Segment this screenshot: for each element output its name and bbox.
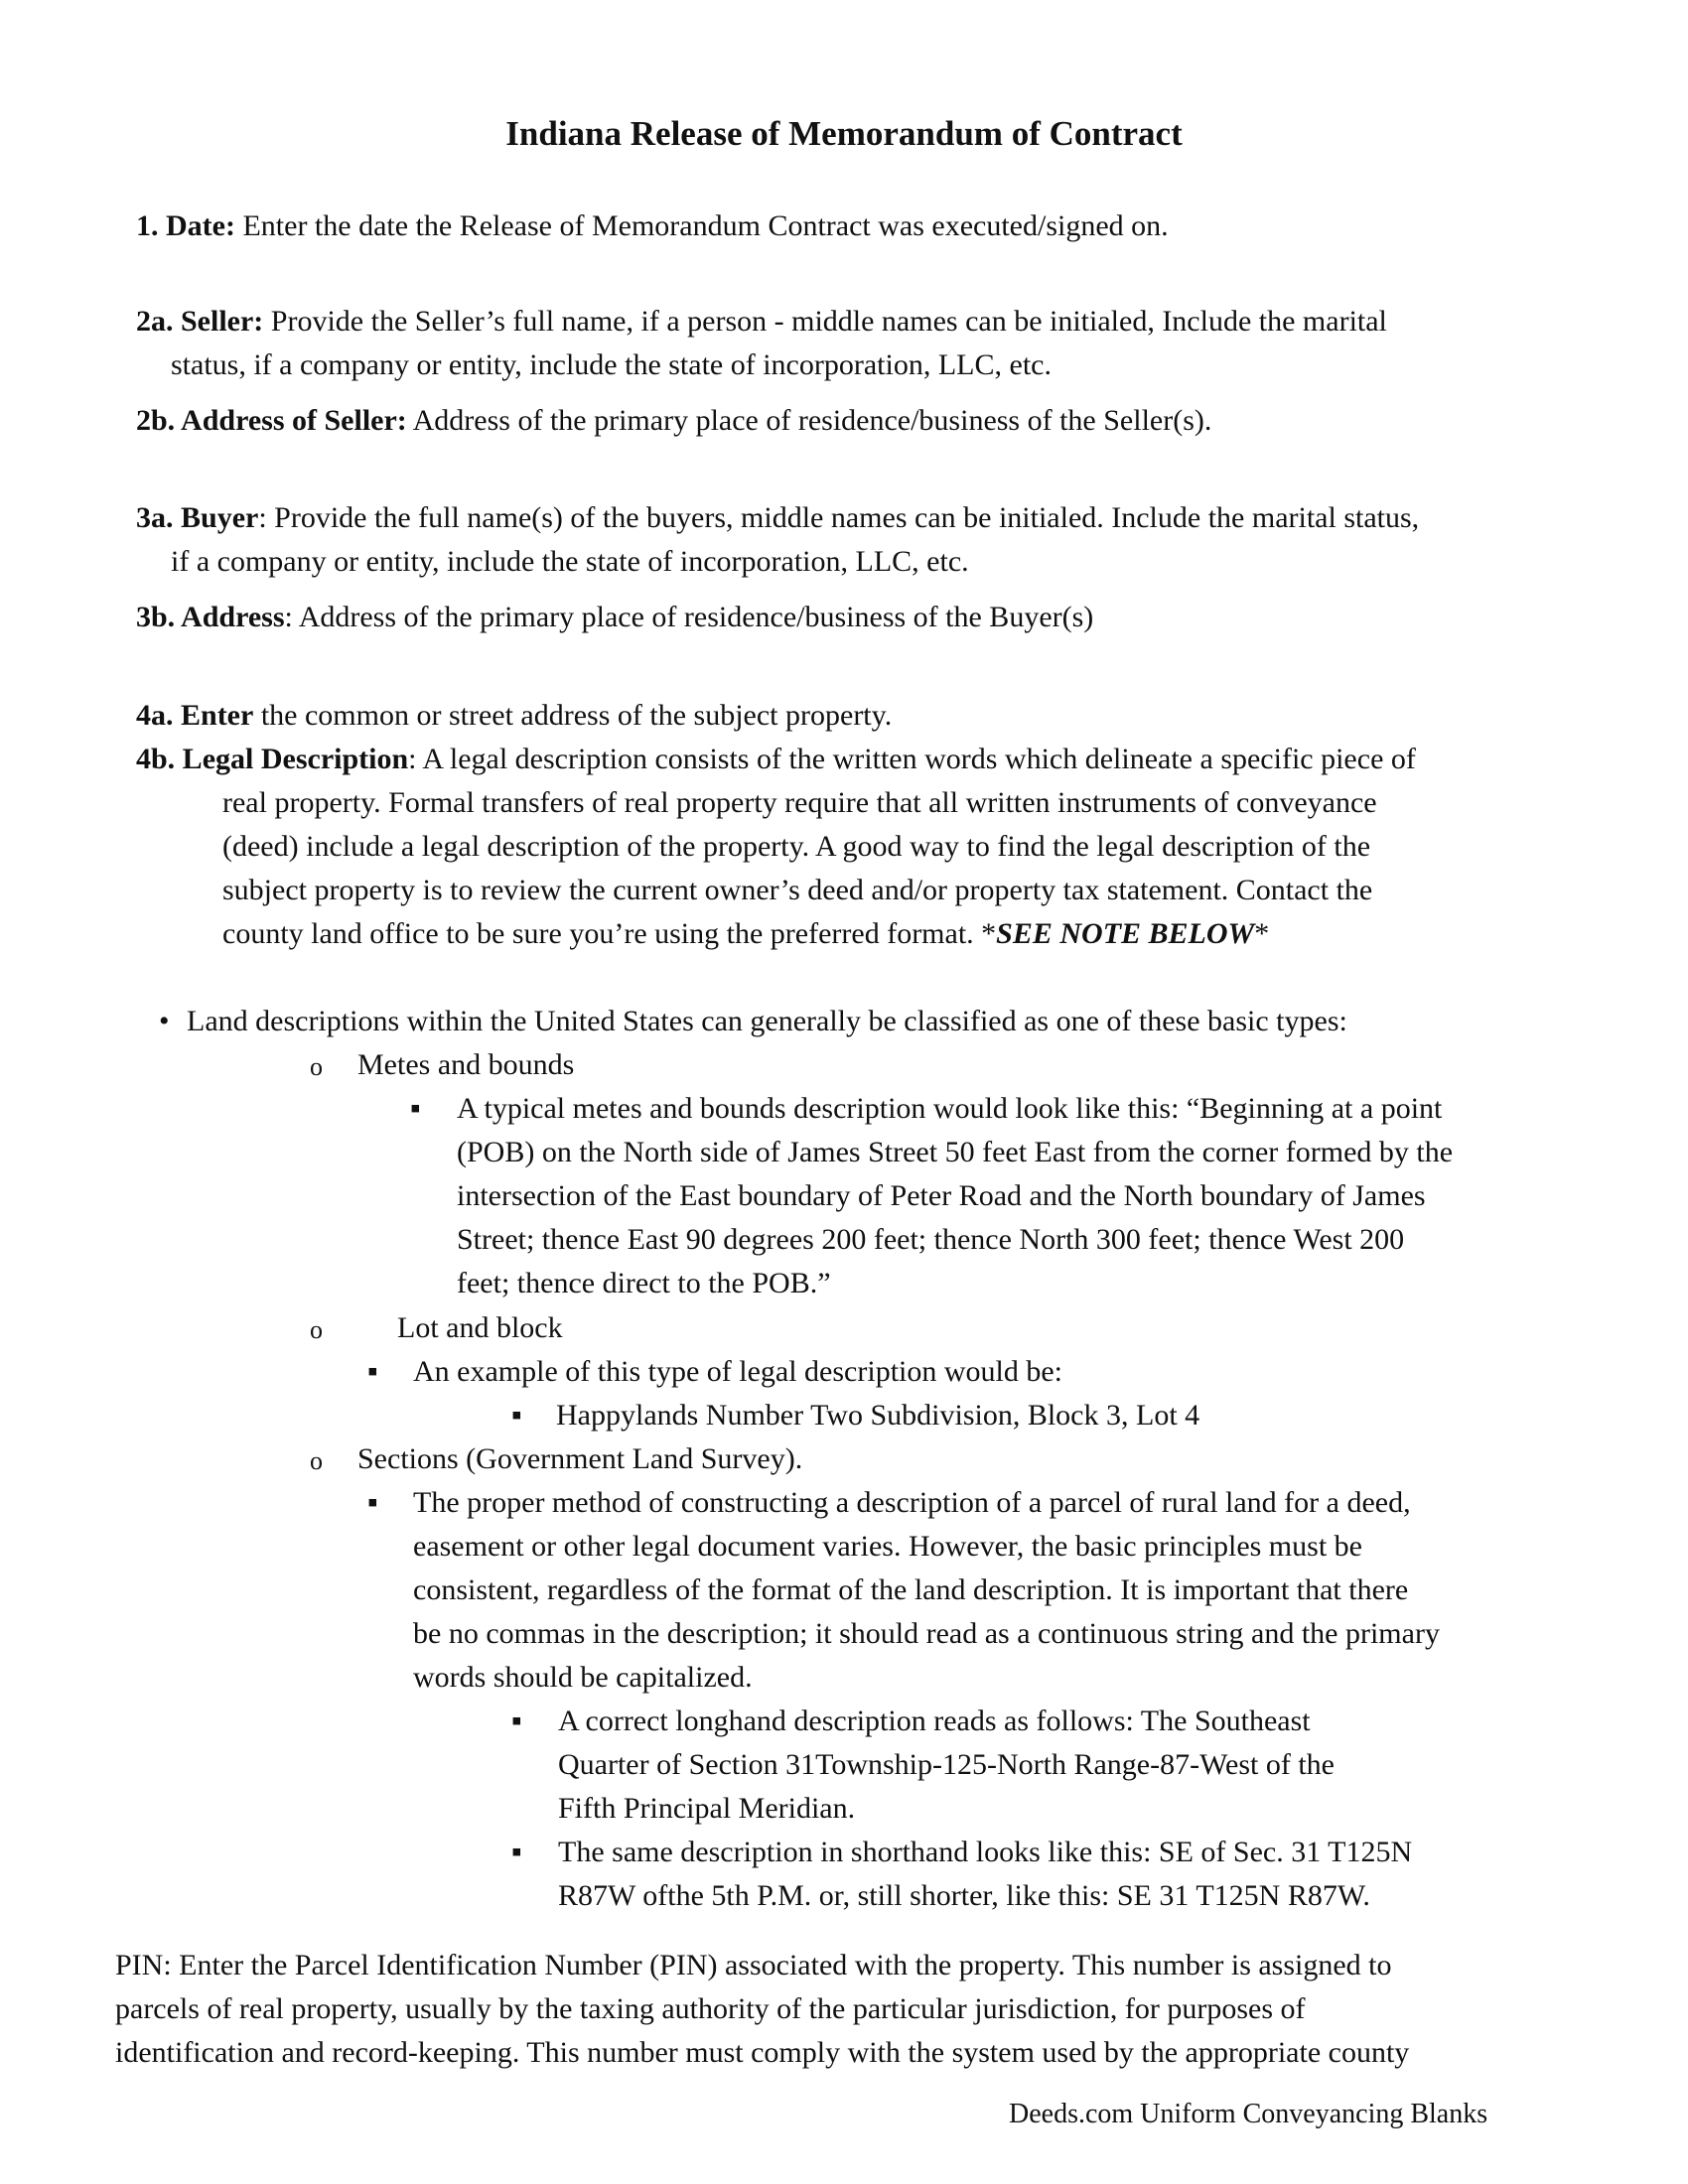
property-address-text: the common or street address of the subject property. [253,699,893,732]
buyer-label: 3a. Buyer [136,501,259,534]
buyer-item [136,496,1419,540]
sections-line: easement or other legal document varies. However, the basic principles must be [413,1530,1362,1563]
seller-text-line1: Provide the Seller’s full name, if a person - middle names can be initialed, Include the marital [263,305,1387,338]
seller-text-line2: status, if a company or entity, include the state of incorporation, LLC, etc. [171,348,1052,381]
sections-label: Sections (Government Land Survey). [357,1442,803,1475]
circle-bullet-icon: o [310,1315,323,1344]
seller-item [136,300,1387,343]
legal-description-line1: : A legal description consists of the written words which delineate a specific piece of [408,743,1416,775]
buyer-address-item [136,596,1093,639]
legal-description-line5-text: county land office to be sure you’re using the preferred format. * [222,917,997,950]
land-types-intro: Land descriptions within the United States can generally be classified as one of these basic types: [187,1005,1347,1037]
square-bullet-icon: ▪ [511,1705,522,1737]
seller-address-text: Address of the primary place of residence/business of the Seller(s). [406,404,1212,437]
metes-line: intersection of the East boundary of Peter Road and the North boundary of James [457,1179,1426,1212]
metes-line: Street; thence East 90 degrees 200 feet; thence North 300 feet; thence West 200 [457,1223,1405,1256]
legal-description-line3: (deed) include a legal description of the property. A good way to find the legal description of the [222,830,1371,863]
metes-line: feet; thence direct to the POB.” [457,1267,831,1299]
metes-line: A typical metes and bounds description would look like this: “Beginning at a point [457,1092,1443,1125]
buyer-address-label: 3b. Address [136,601,285,633]
legal-description-line2: real property. Formal transfers of real property require that all written instruments of conveyance [222,786,1377,819]
circle-bullet-icon: o [310,1446,323,1475]
square-bullet-icon: ▪ [367,1486,378,1519]
lot-example: An example of this type of legal description would be: [413,1355,1063,1388]
buyer-text-line2: if a company or entity, include the state of incorporation, LLC, etc. [171,545,969,578]
date-label: 1. Date: [136,209,235,242]
sections-line: be no commas in the description; it should read as a continuous string and the primary [413,1617,1440,1650]
legal-description-label: 4b. Legal Description [136,743,409,775]
shorthand-line: The same description in shorthand looks like this: SE of Sec. 31 T125N [558,1836,1413,1868]
bullet-icon: • [159,1005,170,1037]
footer-text: Deeds.com Uniform Conveyancing Blanks [1009,2099,1488,2129]
square-bullet-icon: ▪ [511,1836,522,1868]
seller-address-item [136,399,1211,443]
buyer-address-text: : Address of the primary place of residence/business of the Buyer(s) [284,601,1094,633]
seller-address-label: 2b. Address of Seller: [136,404,407,437]
see-note-below: SEE NOTE BELOW [996,917,1255,950]
legal-description-item [136,738,1416,781]
square-bullet-icon: ▪ [410,1092,421,1125]
sections-line: consistent, regardless of the format of the land description. It is important that there [413,1573,1409,1606]
lot-sample: Happylands Number Two Subdivision, Block 3, Lot 4 [556,1399,1200,1432]
buyer-text-line1: : Provide the full name(s) of the buyers, middle names can be initialed. Include the marital status, [258,501,1420,534]
date-text: Enter the date the Release of Memorandum Contract was executed/signed on. [234,209,1169,242]
square-bullet-icon: ▪ [511,1399,522,1432]
legal-description-line5 [222,912,1269,956]
page-title: Indiana Release of Memorandum of Contract [505,114,1183,153]
property-address-label: 4a. Enter [136,699,254,732]
square-bullet-icon: ▪ [367,1355,378,1388]
circle-bullet-icon: o [310,1052,323,1081]
date-item [136,205,1169,248]
legal-description-line4: subject property is to review the current owner’s deed and/or property tax statement. Contact the [222,874,1373,906]
shorthand-line: R87W ofthe 5th P.M. or, still shorter, like this: SE 31 T125N R87W. [558,1879,1370,1912]
longhand-line: Fifth Principal Meridian. [558,1792,856,1825]
metes-label: Metes and bounds [357,1048,575,1081]
sections-line: words should be capitalized. [413,1661,753,1694]
longhand-line: Quarter of Section 31Township-125-North Range-87-West of the [558,1748,1335,1781]
seller-label: 2a. Seller: [136,305,264,338]
property-address-item [136,694,892,738]
sections-line: The proper method of constructing a description of a parcel of rural land for a deed, [413,1486,1411,1519]
longhand-line: A correct longhand description reads as follows: The Southeast [558,1705,1311,1737]
legal-description-line5-suffix: * [1254,917,1270,950]
pin-line: parcels of real property, usually by the taxing authority of the particular jurisdiction, for purposes of [115,1992,1306,2025]
pin-line: identification and record-keeping. This number must comply with the system used by the appropriate county [115,2036,1410,2069]
lot-label: Lot and block [397,1311,563,1344]
metes-line: (POB) on the North side of James Street 50 feet East from the corner formed by the [457,1136,1454,1168]
pin-line: PIN: Enter the Parcel Identification Number (PIN) associated with the property. This number is assigned to [115,1949,1392,1981]
